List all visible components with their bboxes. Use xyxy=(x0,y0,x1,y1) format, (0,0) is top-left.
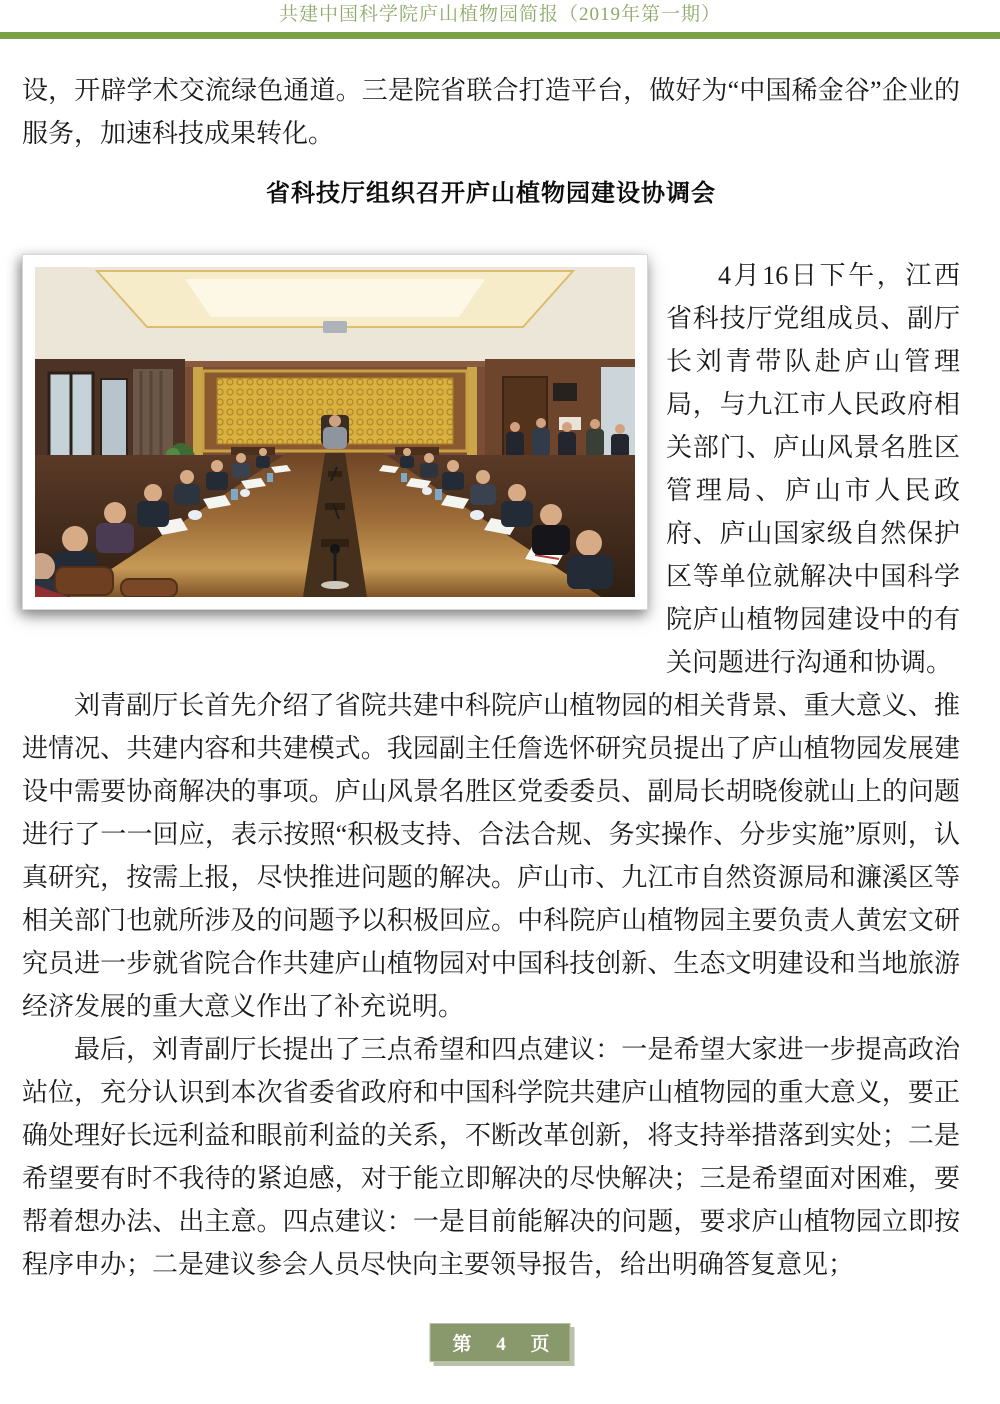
suggestions-paragraph: 最后，刘青副厅长提出了三点希望和四点建议：一是希望大家进一步提高政治站位，充分认识到本次省委省政府和中国科学院共建庐山植物园的重大意义，要正确处理好长远利益和眼前利益的关系，不断改革创新，将支持举措落到实处；二是希望要有时不我待的紧迫感，对于能立即解决的尽快解决；三是希望面对困难，要帮着想办法、出主意。四点建议：一是目前能解决的问题，要求庐山植物园立即按程序申办；二是建议参会人员尽快向主要领导报告，给出明确答复意见； xyxy=(22,1035,960,1279)
meeting-intro-text: 4月16日下午，江西省科技厅党组成员、副厅长刘青带队赴庐山管理局，与九江市人民政府相关部门、庐山风景名胜区管理局、庐山市人民政府、庐山国家级自然保护区等单位就解决中国科学院庐山植物园建设中的有关问题进行沟通和协调。 xyxy=(666,261,960,677)
discussion-paragraph: 刘青副厅长首先介绍了省院共建中科院庐山植物园的相关背景、重大意义、推进情况、共建内容和共建模式。我园副主任詹选怀研究员提出了庐山植物园发展建设中需要协商解决的事项。庐山风景名胜区党委委员、副局长胡晓俊就山上的问题进行了一一回应，表示按照“积极支持、合法合规、务实操作、分步实施”原则，认真研究，按需上报，尽快推进问题的解决。庐山市、九江市自然资源局和濂溪区等相关部门也就所涉及的问题予以积极回应。中科院庐山植物园主要负责人黄宏文研究员进一步就省院合作共建庐山植物园对中国科技创新、生态文明建设和当地旅游经济发展的重大意义作出了补充说明。 xyxy=(22,691,960,1021)
meeting-intro-paragraph xyxy=(22,254,960,684)
opening-paragraph: 设，开辟学术交流绿色通道。三是院省联合打造平台，做好为“中国稀金谷”企业的服务，加速科技成果转化。 xyxy=(22,76,960,148)
meeting-photo xyxy=(22,254,648,610)
header-divider-rule xyxy=(0,32,1000,39)
meeting-photo-illustration xyxy=(35,267,635,597)
article-body xyxy=(0,69,1000,1286)
page-number-badge: 第 4 页 xyxy=(429,1323,570,1362)
section-heading: 省科技厅组织召开庐山植物园建设协调会 xyxy=(266,180,716,207)
newsletter-header-title: 共建中国科学院庐山植物园简报（2019年第一期） xyxy=(278,4,721,25)
